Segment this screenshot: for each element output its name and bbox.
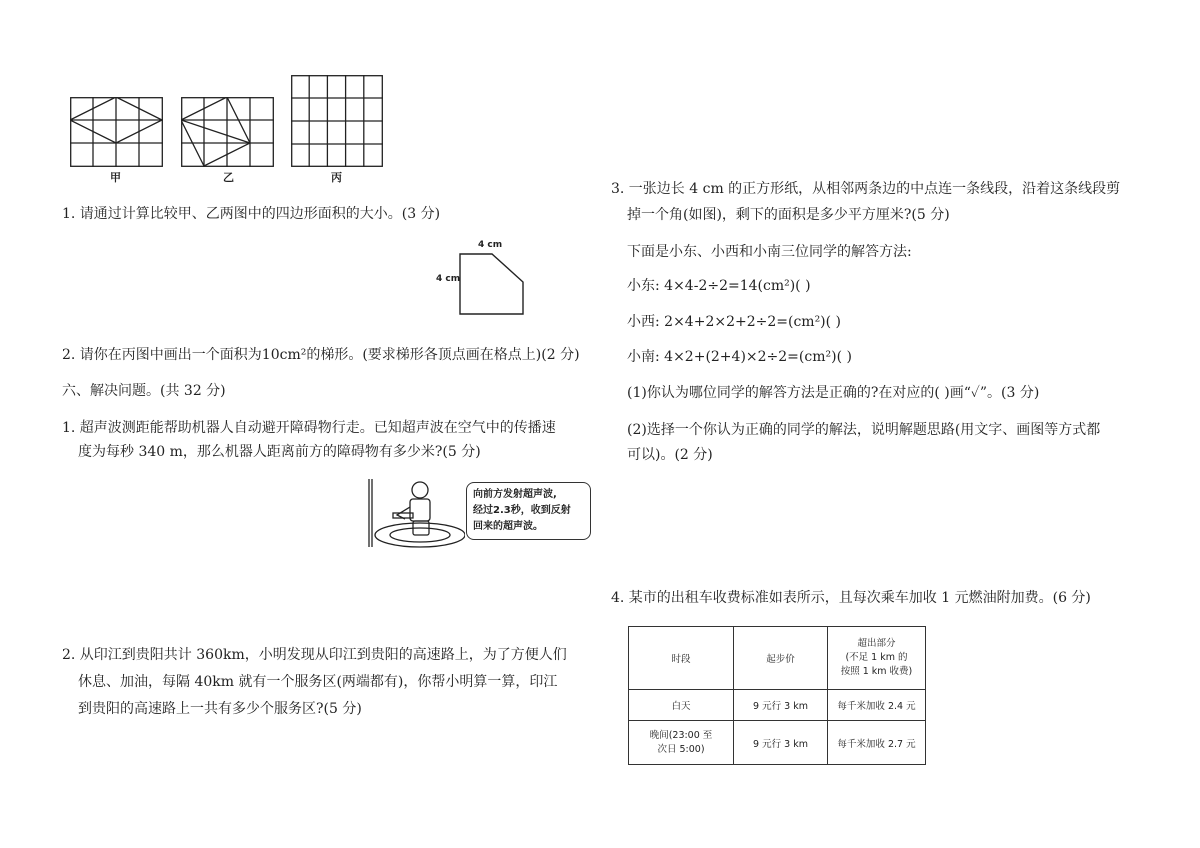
problem-1-line2: 度为每秒 340 m，那么机器人距离前方的障碍物有多少米?(5 分): [78, 444, 481, 460]
question-2: 2. 请你在丙图中画出一个面积为10cm²的梯形。(要求梯形各顶点画在格点上)(2 分): [62, 347, 580, 363]
figure-jia-grid: [70, 97, 163, 167]
header-extra-line3: 按照 1 km 收费): [840, 666, 913, 677]
problem-4: 4. 某市的出租车收费标准如表所示，且每次乘车加收 1 元燃油附加费。(6 分): [611, 590, 1091, 606]
table-row: [629, 721, 926, 765]
fare-table: [628, 626, 926, 765]
figure-jia-label: 甲: [110, 171, 121, 184]
header-extra: [828, 627, 926, 690]
method-xiaodong: 小东: 4×4-2÷2=14(cm²)( ): [627, 278, 811, 294]
header-extra-line1: 超出部分: [857, 638, 896, 649]
figure-bing-grid: [291, 75, 383, 167]
problem-2-line1: 2. 从印江到贵阳共计 360km，小明发现从印江到贵阳的高速路上，为了方便人们: [62, 647, 567, 663]
row-day-period: 白天: [629, 690, 734, 721]
row-night-base: 9 元行 3 km: [734, 721, 828, 765]
row-day-extra: 每千米加收 2.4 元: [828, 690, 926, 721]
header-period: 时段: [629, 627, 734, 690]
problem-3-line2: 掉一个角(如图)，剩下的面积是多少平方厘米?(5 分): [627, 207, 950, 223]
header-base-fare: 起步价: [734, 627, 828, 690]
section-title: 六、解决问题。(共 32 分): [62, 383, 226, 399]
row-night-period: [629, 721, 734, 765]
row-night-period-line2: 次日 5:00): [657, 743, 705, 755]
sub-question-1: (1)你认为哪位同学的解答方法是正确的?在对应的( )画“✓”。(3 分): [627, 385, 1040, 401]
problem-2-line3: 到贵阳的高速路上一共有多少个服务区?(5 分): [78, 701, 362, 717]
figure-yi-label: 乙: [223, 171, 234, 184]
cut-square-figure: [459, 253, 525, 315]
figure-bing-label: 丙: [331, 171, 342, 184]
sub-question-2-line1: (2)选择一个你认为正确的同学的解法，说明解题思路(用文字、画图等方式都: [627, 422, 1101, 438]
bubble-line-2: 经过2.3秒，收到反射: [473, 505, 571, 516]
figure-yi-grid: [181, 97, 274, 167]
problem-3-line1: 3. 一张边长 4 cm 的正方形纸，从相邻两条边的中点连一条线段，沿着这条线段剪: [611, 181, 1121, 197]
problem-1-line1: 1. 超声波测距能帮助机器人自动避开障碍物行走。已知超声波在空气中的传播速: [62, 420, 556, 436]
question-1: 1. 请通过计算比较甲、乙两图中的四边形面积的大小。(3 分): [62, 206, 441, 222]
row-day-base: 9 元行 3 km: [734, 690, 828, 721]
method-xiaoxi: 小西: 2×4+2×2+2÷2=(cm²)( ): [627, 314, 842, 330]
shape-left-label: 4 cm: [436, 274, 461, 284]
row-night-period-line1: 晚间(23:00 至: [649, 729, 713, 741]
methods-intro: 下面是小东、小西和小南三位同学的解答方法:: [627, 244, 912, 260]
bubble-line-3: 回来的超声波。: [473, 521, 543, 532]
sub-question-2-line2: 可以)。(2 分): [627, 447, 713, 463]
method-xiaonan: 小南: 4×2+(2+4)×2÷2=(cm²)( ): [627, 349, 852, 365]
row-night-extra: 每千米加收 2.7 元: [828, 721, 926, 765]
header-extra-line2: (不足 1 km 的: [845, 652, 908, 663]
table-row: [629, 690, 926, 721]
bubble-line-1: 向前方发射超声波,: [473, 489, 557, 500]
speech-bubble: [466, 482, 591, 540]
problem-2-line2: 休息、加油，每隔 40km 就有一个服务区(两端都有)，你帮小明算一算，印江: [78, 674, 558, 690]
robot-illustration: [355, 477, 465, 552]
shape-top-label: 4 cm: [478, 240, 503, 250]
